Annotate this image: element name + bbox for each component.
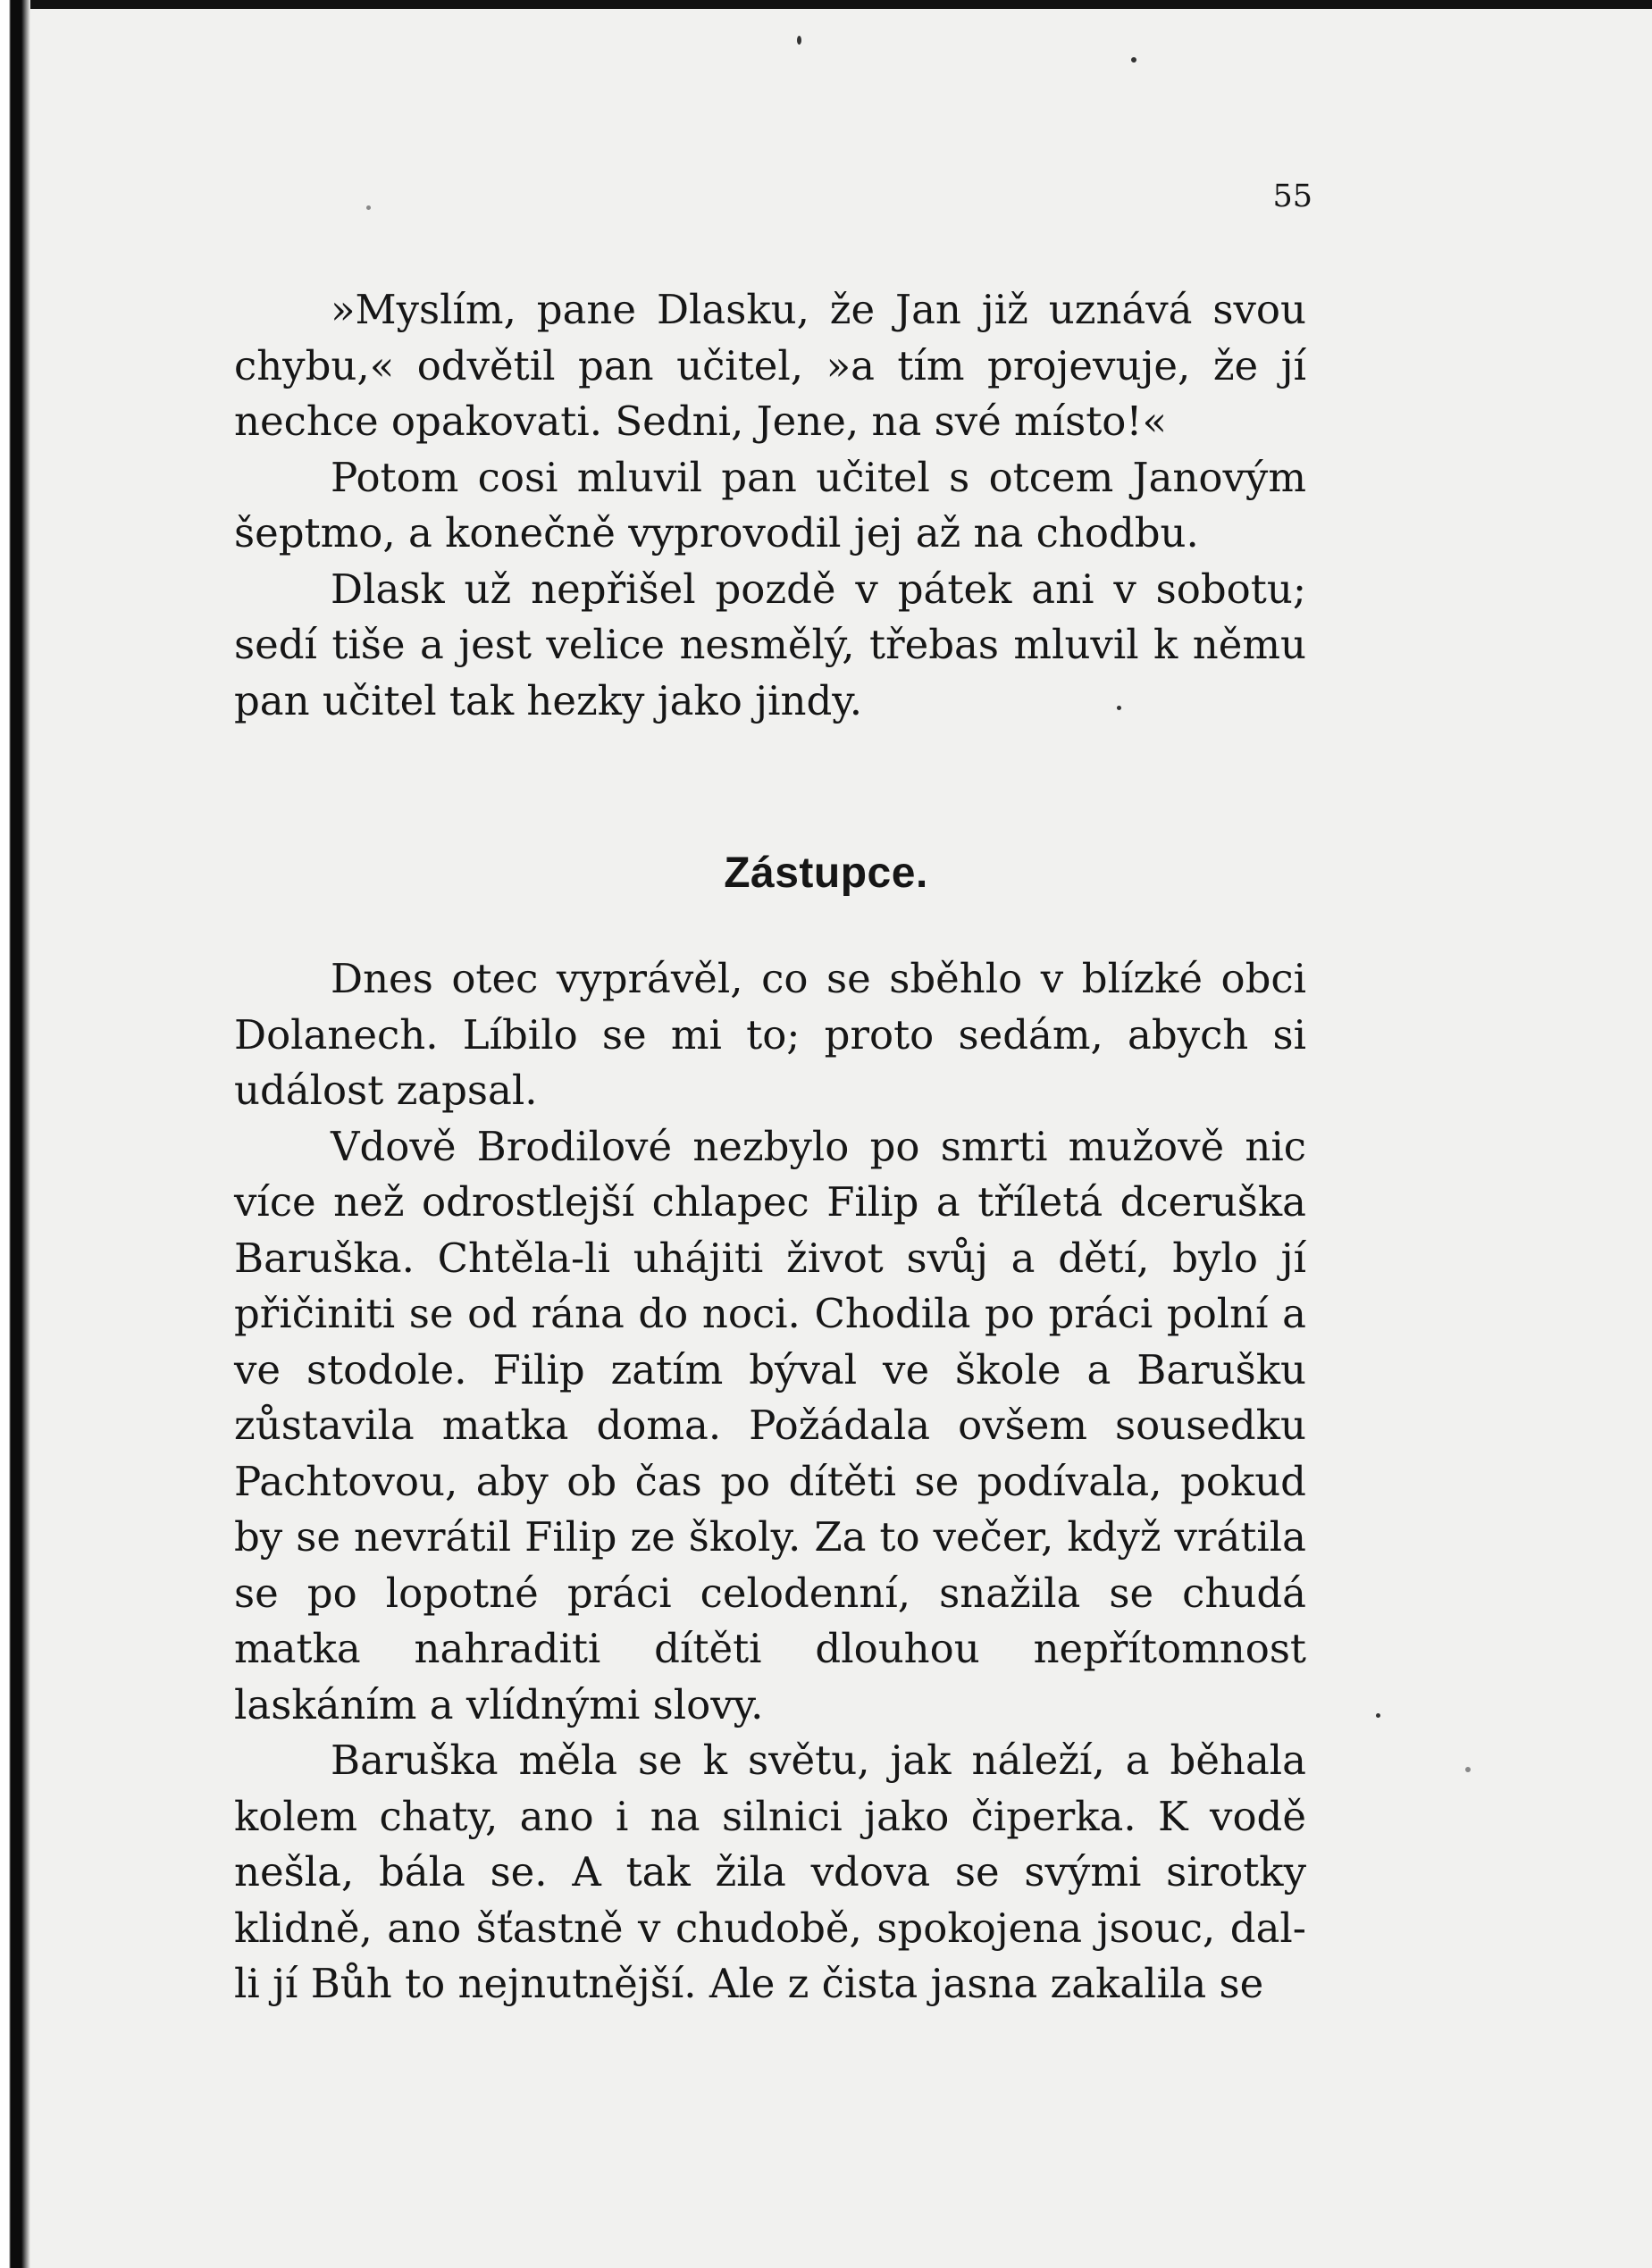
scan-speck — [1131, 57, 1136, 63]
scan-speck — [1465, 1767, 1471, 1772]
text-block-before — [234, 282, 1306, 729]
paragraph: Dlask už nepřišel pozdě v pátek ani v sobotu; sedí tiše a jest velice nesmělý, třebas mluvil k němu pan učitel tak hezky jako jindy. — [234, 565, 1306, 724]
scan-speck — [366, 205, 371, 210]
paragraph: »Myslím, pane Dlasku, že Jan již uznává svou chybu,« odvětil pan učitel, »a tím projevuje, že jí nechce opakovati. Sedni, Jene, na své místo!« — [234, 286, 1306, 445]
scan-border-top — [0, 0, 1652, 9]
text-block-section — [234, 951, 1306, 2013]
scan-speck — [797, 36, 801, 45]
page-number: 55 — [1272, 179, 1312, 214]
section-heading: Zástupce. — [724, 849, 928, 897]
paragraph: Potom cosi mluvil pan učitel s otcem Janovým šeptmo, a konečně vyprovodil jej až na chodbu. — [234, 453, 1306, 557]
paragraph: Baruška měla se k světu, jak náleží, a běhala kolem chaty, ano i na silnici jako čiperka. K vodě nešla, bála se. A tak žila vdova se svými sirotky klidně, ano šťastně v chudobě, spokojena jsouc, dal-li jí Bůh to nejnutnější. Ale z čista jasna zakalila se — [234, 1737, 1306, 2007]
paragraph: Vdově Brodilové nezbylo po smrti mužově nic více než odrostlejší chlapec Filip a tříletá dceruška Baruška. Chtěla-li uhájiti život svůj a dětí, bylo jí přičiniti se od rána do noci. Chodila po práci polní a ve stodole. Filip zatím býval ve škole a Barušku zůstavila matka doma. Požádala ovšem sousedku Pachtovou, aby ob čas po dítěti se podívala, pokud by se nevrátil Filip ze školy. Za to večer, když vrátila se po lopotné práci celodenní, snažila se chudá matka nahraditi dítěti dlouhou nepřítomnost laskáním a vlídnými slovy. — [234, 1122, 1306, 1728]
scan-speck — [1376, 1713, 1380, 1718]
scan-border-left — [0, 0, 30, 2268]
paragraph: Dnes otec vyprávěl, co se sběhlo v blízké obci Dolanech. Líbilo se mi to; proto sedám, abych si událost zapsal. — [234, 955, 1306, 1114]
